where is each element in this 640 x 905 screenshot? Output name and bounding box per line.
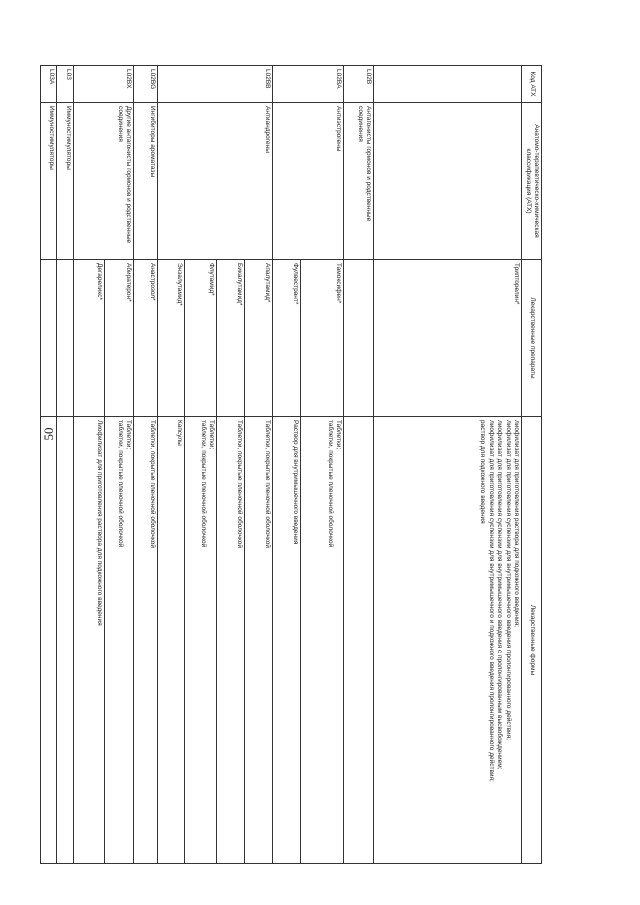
cell-drug: Дегареликс* — [74, 260, 105, 417]
cell-drug: Анастрозол* — [134, 260, 158, 417]
cell-drug — [57, 260, 74, 417]
cell-drug: Абиратерон* — [105, 260, 134, 417]
cell-classification: Иммуностимуляторы — [41, 103, 57, 260]
cell-form — [344, 417, 374, 864]
cell-code: L03 — [57, 66, 74, 103]
table-row — [374, 66, 522, 864]
header-drugs: Лекарственные препараты — [522, 260, 542, 417]
table-header-row — [522, 66, 542, 864]
cell-form: Таблетки, покрытые пленочной оболочкой — [217, 417, 245, 864]
header-forms: Лекарственные формы — [522, 417, 542, 864]
cell-drug: Тамоксифен* — [301, 260, 344, 417]
cell-classification: Иммуностимуляторы — [57, 103, 74, 260]
cell-classification: Ингибиторы ароматазы — [134, 103, 158, 260]
cell-drug: Фулвестрант* — [273, 260, 301, 417]
cell-drug — [344, 260, 374, 417]
cell-form: Раствор для внутримышечного введения — [273, 417, 301, 864]
table-row — [134, 66, 158, 864]
table-row — [344, 66, 374, 864]
header-classification: Анатомо-терапевтическо-химическая классификация (АТХ) — [522, 103, 542, 260]
cell-form — [41, 417, 57, 864]
cell-drug: Апалутамид* — [245, 260, 273, 417]
cell-form: Капсулы — [158, 417, 185, 864]
cell-form — [57, 417, 74, 864]
cell-form: Таблетки; таблетки, покрытые пленочной оболочкой — [301, 417, 344, 864]
cell-classification: Антиандрогены — [158, 103, 273, 260]
page-number: 50 — [41, 427, 56, 441]
cell-drug: Энзалутамид* — [158, 260, 185, 417]
cell-drug: Трипторелин* — [374, 260, 522, 417]
cell-drug: Флутамид* — [185, 260, 217, 417]
cell-code: L03A — [41, 66, 57, 103]
table-row — [41, 66, 57, 864]
table-row — [245, 66, 273, 864]
cell-code: L02BX — [74, 66, 134, 103]
cell-code: L02B — [344, 66, 374, 103]
cell-code: L02BG — [134, 66, 158, 103]
cell-form: Таблетки; таблетки, покрытые пленочной оболочкой — [185, 417, 217, 864]
cell-code: L02BB — [158, 66, 273, 103]
table-row — [105, 66, 134, 864]
cell-classification: Антагонисты гормонов и родственные соединения — [344, 103, 374, 260]
cell-classification — [374, 103, 522, 260]
header-code: Код АТХ — [522, 66, 542, 103]
table-row — [57, 66, 74, 864]
cell-form: Таблетки; таблетки, покрытые пленочной оболочкой — [105, 417, 134, 864]
cell-classification: Антиэстрогены — [273, 103, 344, 260]
cell-form: лиофилизат для приготовления раствора для подкожного введения; лиофилизат для приготовления суспензии для внутримышечного введения пролонгированного действия; лиофилизат для приготовления суспензии для внутримышечного введения с пролонгированным высвобождением; лиофилизат для приготовления суспензии для внутримышечного и подкожного введения пролонгированного действия; раствор для подкожного введения — [374, 417, 522, 864]
cell-code: L02BA — [273, 66, 344, 103]
cell-code — [374, 66, 522, 103]
cell-form: Таблетки, покрытые пленочной оболочкой — [245, 417, 273, 864]
cell-classification: Другие антагонисты гормонов и родственные соединения — [74, 103, 134, 260]
cell-form: Лиофилизат для приготовления раствора для подкожного введения — [74, 417, 105, 864]
cell-drug: Бикалутамид* — [217, 260, 245, 417]
table-row — [301, 66, 344, 864]
atc-drug-table — [40, 65, 542, 864]
cell-drug — [41, 260, 57, 417]
cell-form: Таблетки, покрытые пленочной оболочкой — [134, 417, 158, 864]
